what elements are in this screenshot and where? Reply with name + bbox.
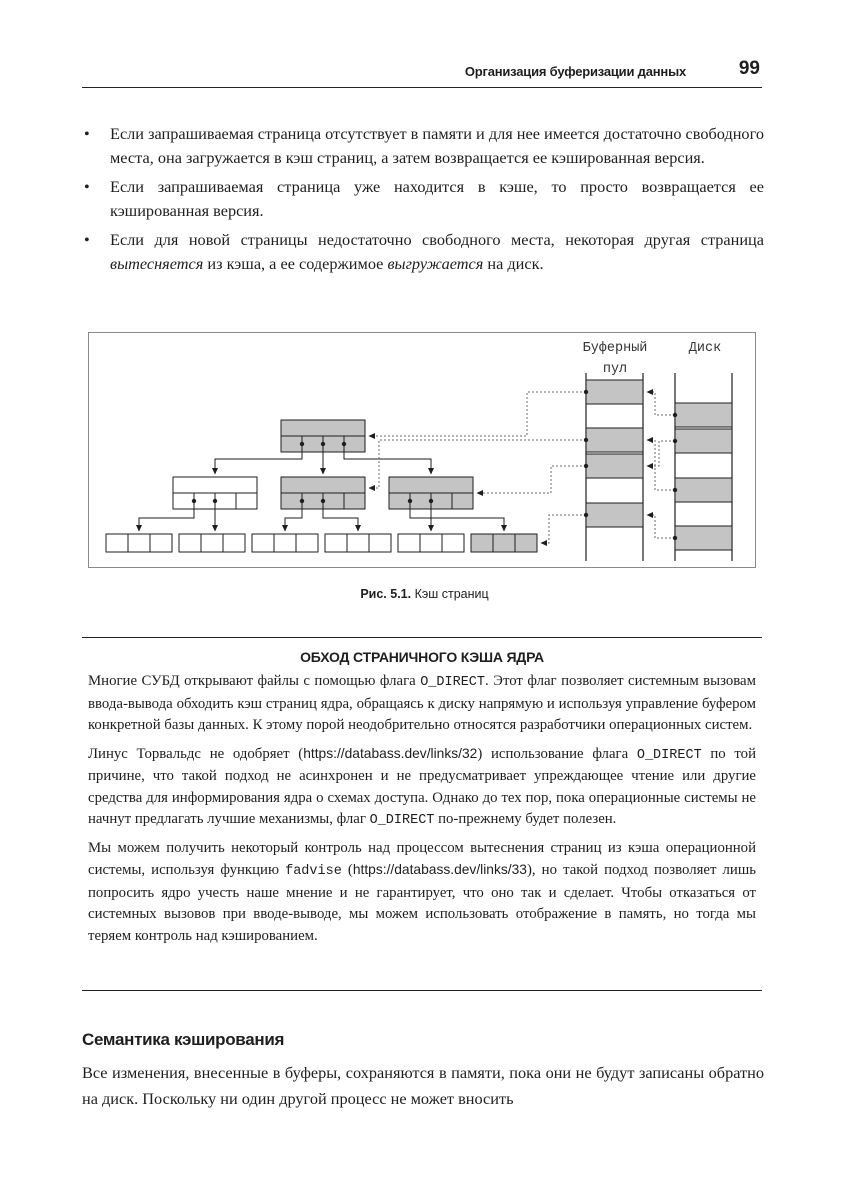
disk-page <box>675 478 732 502</box>
disk-label: Диск <box>688 341 722 356</box>
caption-label: Рис. 5.1. <box>360 587 412 601</box>
buffer-pool-label-line2: пул <box>602 362 628 377</box>
buffer-slot-cached <box>586 428 643 452</box>
disk-page <box>675 429 732 453</box>
page-cache-diagram <box>89 333 757 569</box>
link-33[interactable]: https://databass.dev/links/33 <box>352 862 527 877</box>
sidebar-note <box>82 637 762 991</box>
code-o-direct: O_DIRECT <box>369 813 435 828</box>
btree-leaf-node <box>252 534 318 552</box>
bullet-icon: • <box>84 230 90 249</box>
disk-page <box>675 403 732 427</box>
bullet-list <box>82 122 764 281</box>
btree-leaf-node <box>179 534 245 552</box>
buffer-pool-column <box>586 373 643 561</box>
code-o-direct: O_DIRECT <box>420 675 485 690</box>
section-heading: Семантика кэширования <box>82 1030 285 1049</box>
sidebar-title: ОБХОД СТРАНИЧНОГО КЭША ЯДРА <box>300 649 544 665</box>
cache-mapping-lines <box>369 392 586 543</box>
running-title: Организация буферизации данных <box>464 64 686 79</box>
buffer-slot-cached <box>586 380 643 404</box>
buffer-slot-cached <box>586 503 643 527</box>
btree-leaf-node <box>106 534 172 552</box>
list-item: • Если для новой страницы недостаточно свободного места, некоторая другая страница вытесняется из кэша, а ее содержимое выгружается на диск. <box>84 230 764 273</box>
btree-leaf-node <box>398 534 464 552</box>
section-body: Все изменения, внесенные в буферы, сохраняются в памяти, пока они не будут записаны обратно на диск. Поскольку ни один другой процесс не может вносить <box>82 1063 764 1108</box>
sidebar-paragraph: Мы можем получить некоторый контроль над процессом вытеснения страниц из кэша операционной системы, используя функцию fadvise (https://databass.dev/links/33), но такой подход позволяет лишь попросить ядро учесть наше мнение и не гарантирует, что оно так и сделает. Чтобы отказаться от системных вызовов при вводе-выводе, мы можем использовать отображение в память, но тогда мы теряем контроль над кэшированием. <box>88 839 756 944</box>
btree-leaf-row <box>106 534 537 552</box>
code-o-direct: O_DIRECT <box>636 747 702 763</box>
buffer-slot-cached <box>586 454 643 478</box>
disk-page <box>675 526 732 550</box>
emphasis-flushed: выгружается <box>387 253 484 273</box>
bullet-icon: • <box>84 177 90 196</box>
code-fadvise: fadvise <box>285 864 342 879</box>
disk-column <box>675 373 732 561</box>
sidebar-paragraph: Линус Торвальдс не одобряет (https://databass.dev/links/32) использование флага O_DIRECT по той причине, что такой подход не асинхронен и не предусматривает упреждающее чтение или другие средства для информирования ядра о схемах доступа. Однако до тех пор, пока операционные системы не начнут предлагать лучшие механизмы, флаг O_DIRECT по-прежнему будет полезен. <box>88 745 757 828</box>
disk-mapping-lines <box>647 392 675 538</box>
bullet-icon: • <box>84 124 90 143</box>
buffer-pool-label: Буферный <box>582 341 648 356</box>
emphasis-evicted: вытесняется <box>110 253 204 273</box>
list-item: • Если запрашиваемая страница уже находится в кэше, то просто возвращается ее кэшированная версия. <box>84 177 764 220</box>
list-item: • Если запрашиваемая страница отсутствует в памяти и для нее имеется достаточно свободного места, она загружается в кэш страниц, а затем возвращается ее кэшированная версия. <box>84 124 764 167</box>
page-cache-figure <box>88 332 756 568</box>
page-number: 99 <box>738 58 760 79</box>
sidebar-paragraph: Многие СУБД открывают файлы с помощью флага O_DIRECT. Этот флаг позволяет системным вызовам ввода-вывода обходить кэш страниц ядра, обращаясь к диску напрямую и используя управление буфером конкретной базы данных. К этому порой неодобрительно относятся разработчики операционных систем. <box>88 673 756 733</box>
figure-caption <box>0 587 849 601</box>
btree-leaf-node-cached <box>471 534 537 552</box>
page-header <box>82 55 762 88</box>
link-32[interactable]: https://databass.dev/links/32 <box>303 745 478 761</box>
btree-leaf-node <box>325 534 391 552</box>
caption-text: Кэш страниц <box>411 587 489 601</box>
